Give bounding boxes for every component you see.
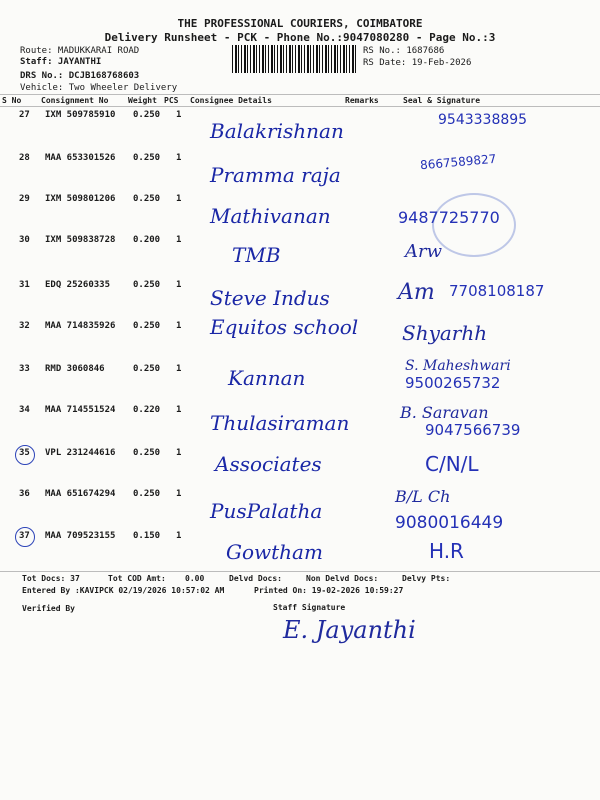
delivered-docs: Delvd Docs: bbox=[229, 574, 282, 583]
pcs: 1 bbox=[176, 405, 182, 415]
weight: 0.250 bbox=[133, 110, 161, 120]
printed-on: Printed On: 19-02-2026 10:59:27 bbox=[254, 586, 404, 595]
table-row bbox=[0, 352, 600, 393]
weight: 0.250 bbox=[133, 448, 161, 458]
table-row bbox=[0, 106, 600, 147]
tot-docs: Tot Docs: 37 bbox=[22, 574, 80, 583]
weight: 0.200 bbox=[133, 235, 161, 245]
runsheet-subtitle: Delivery Runsheet - PCK - Phone No.:9047080280 - Page No.:3 bbox=[104, 31, 496, 44]
staff: Staff: JAYANTHI bbox=[20, 57, 102, 67]
company-title: THE PROFESSIONAL COURIERS, COIMBATORE bbox=[177, 17, 423, 30]
staff-signature-label: Staff Signature bbox=[273, 603, 346, 612]
route: Route: MADUKKARAI ROAD bbox=[20, 46, 140, 56]
weight: 0.250 bbox=[133, 321, 161, 331]
pcs: 1 bbox=[176, 280, 182, 290]
pcs: 1 bbox=[176, 110, 182, 120]
consignment-no: IXM 509801206 bbox=[45, 194, 116, 204]
cod-value: 0.00 bbox=[185, 574, 205, 583]
seal-signature: 9080016449 bbox=[395, 513, 504, 533]
entered-by: Entered By :KAVIPCK 02/19/2026 10:57:02 AM bbox=[22, 586, 225, 595]
seal-signature: 9047566739 bbox=[425, 421, 521, 439]
consignment-no: MAA 714551524 bbox=[45, 405, 116, 415]
table-row bbox=[0, 147, 600, 188]
consignee-name: Mathivanan bbox=[210, 204, 331, 228]
pcs: 1 bbox=[176, 489, 182, 499]
consignment-no: MAA 653301526 bbox=[45, 153, 116, 163]
pcs: 1 bbox=[176, 153, 182, 163]
sno: 36 bbox=[19, 489, 30, 499]
seal-signature: 9487725770 bbox=[398, 208, 500, 227]
table-row bbox=[0, 516, 600, 564]
staff-signature: E. Jayanthi bbox=[283, 616, 416, 644]
rs-number: RS No.: 1687686 bbox=[363, 46, 445, 56]
weight: 0.250 bbox=[133, 280, 161, 290]
consignee-name: PusPalatha bbox=[210, 499, 323, 523]
signature-mark: B/L Ch bbox=[395, 487, 451, 506]
consignee-name: Steve Indus bbox=[210, 286, 330, 310]
table-row bbox=[0, 393, 600, 439]
consignment-no: MAA 651674294 bbox=[45, 489, 116, 499]
seal-signature: 7708108187 bbox=[449, 282, 545, 300]
barcode bbox=[232, 45, 356, 73]
seal-signature: 8667589827 bbox=[419, 151, 497, 173]
rs-date: RS Date: 19-Feb-2026 bbox=[363, 58, 472, 68]
consignment-no: EDQ 25260335 bbox=[45, 280, 111, 290]
col-remarks-header: Remarks bbox=[345, 96, 379, 105]
sno: 27 bbox=[19, 110, 30, 120]
consignment-no: RMD 3060846 bbox=[45, 364, 105, 374]
table-row bbox=[0, 188, 600, 229]
consignment-no: MAA 714835926 bbox=[45, 321, 116, 331]
pcs: 1 bbox=[176, 364, 182, 374]
sno: 28 bbox=[19, 153, 30, 163]
consignment-no: IXM 509785910 bbox=[45, 110, 116, 120]
sno: 29 bbox=[19, 194, 30, 204]
consignment-no: MAA 709523155 bbox=[45, 531, 116, 541]
sno: 37 bbox=[19, 531, 30, 541]
sno: 35 bbox=[19, 448, 30, 458]
seal-signature: 9543338895 bbox=[438, 112, 528, 128]
weight: 0.250 bbox=[133, 489, 161, 499]
drs-number: DRS No.: DCJB168768603 bbox=[20, 71, 140, 81]
verified-by-label: Verified By bbox=[22, 604, 75, 613]
weight: 0.220 bbox=[133, 405, 161, 415]
consignee-name: Associates bbox=[215, 452, 322, 476]
tot-cod: Tot COD Amt: bbox=[108, 574, 166, 583]
sno: 32 bbox=[19, 321, 30, 331]
sno: 31 bbox=[19, 280, 30, 290]
consignee-name: Thulasiraman bbox=[210, 411, 350, 435]
pcs: 1 bbox=[176, 321, 182, 331]
weight: 0.250 bbox=[133, 194, 161, 204]
col-pcs-header: PCS bbox=[164, 96, 179, 105]
weight: 0.250 bbox=[133, 153, 161, 163]
consignee-name: Pramma raja bbox=[210, 163, 341, 187]
seal-signature-mark: Arw bbox=[405, 241, 443, 262]
sno: 30 bbox=[19, 235, 30, 245]
pcs: 1 bbox=[176, 448, 182, 458]
consignee-name: Equitos school bbox=[210, 315, 359, 339]
seal-signature: C/N/L bbox=[425, 452, 479, 476]
table-row bbox=[0, 270, 600, 311]
consignee-name: Kannan bbox=[228, 366, 306, 390]
delivery-points: Delvy Pts: bbox=[402, 574, 451, 583]
pcs: 1 bbox=[176, 531, 182, 541]
seal-signature: H.R bbox=[429, 539, 464, 563]
signature-mark: Shyarhh bbox=[402, 321, 488, 345]
signature-mark: Am bbox=[398, 280, 435, 305]
table-row bbox=[0, 475, 600, 533]
weight: 0.150 bbox=[133, 531, 161, 541]
consignment-no: IXM 509838728 bbox=[45, 235, 116, 245]
col-consignee-header: Consignee Details bbox=[190, 96, 272, 105]
pcs: 1 bbox=[176, 194, 182, 204]
non-delivered-docs: Non Delvd Docs: bbox=[306, 574, 379, 583]
consignee-name: Gowtham bbox=[226, 540, 323, 564]
col-seal-header: Seal & Signature bbox=[403, 96, 481, 105]
signature-mark: B. Saravan bbox=[400, 403, 489, 422]
consignee-name: TMB bbox=[232, 243, 281, 267]
consignment-no: VPL 231244616 bbox=[45, 448, 116, 458]
col-consignment-header: Consignment No bbox=[41, 96, 109, 105]
sno: 34 bbox=[19, 405, 30, 415]
weight: 0.250 bbox=[133, 364, 161, 374]
table-row bbox=[0, 229, 600, 270]
sno: 33 bbox=[19, 364, 30, 374]
vehicle: Vehicle: Two Wheeler Delivery bbox=[20, 83, 178, 93]
col-sno-header: S No bbox=[2, 96, 22, 105]
col-weight-header: Weight bbox=[128, 96, 157, 105]
table-row bbox=[0, 311, 600, 352]
consignee-name: Balakrishnan bbox=[210, 119, 344, 143]
seal-signature: 9500265732 bbox=[405, 374, 501, 392]
pcs: 1 bbox=[176, 235, 182, 245]
signature-mark: S. Maheshwari bbox=[405, 358, 511, 374]
table-row bbox=[0, 434, 600, 475]
